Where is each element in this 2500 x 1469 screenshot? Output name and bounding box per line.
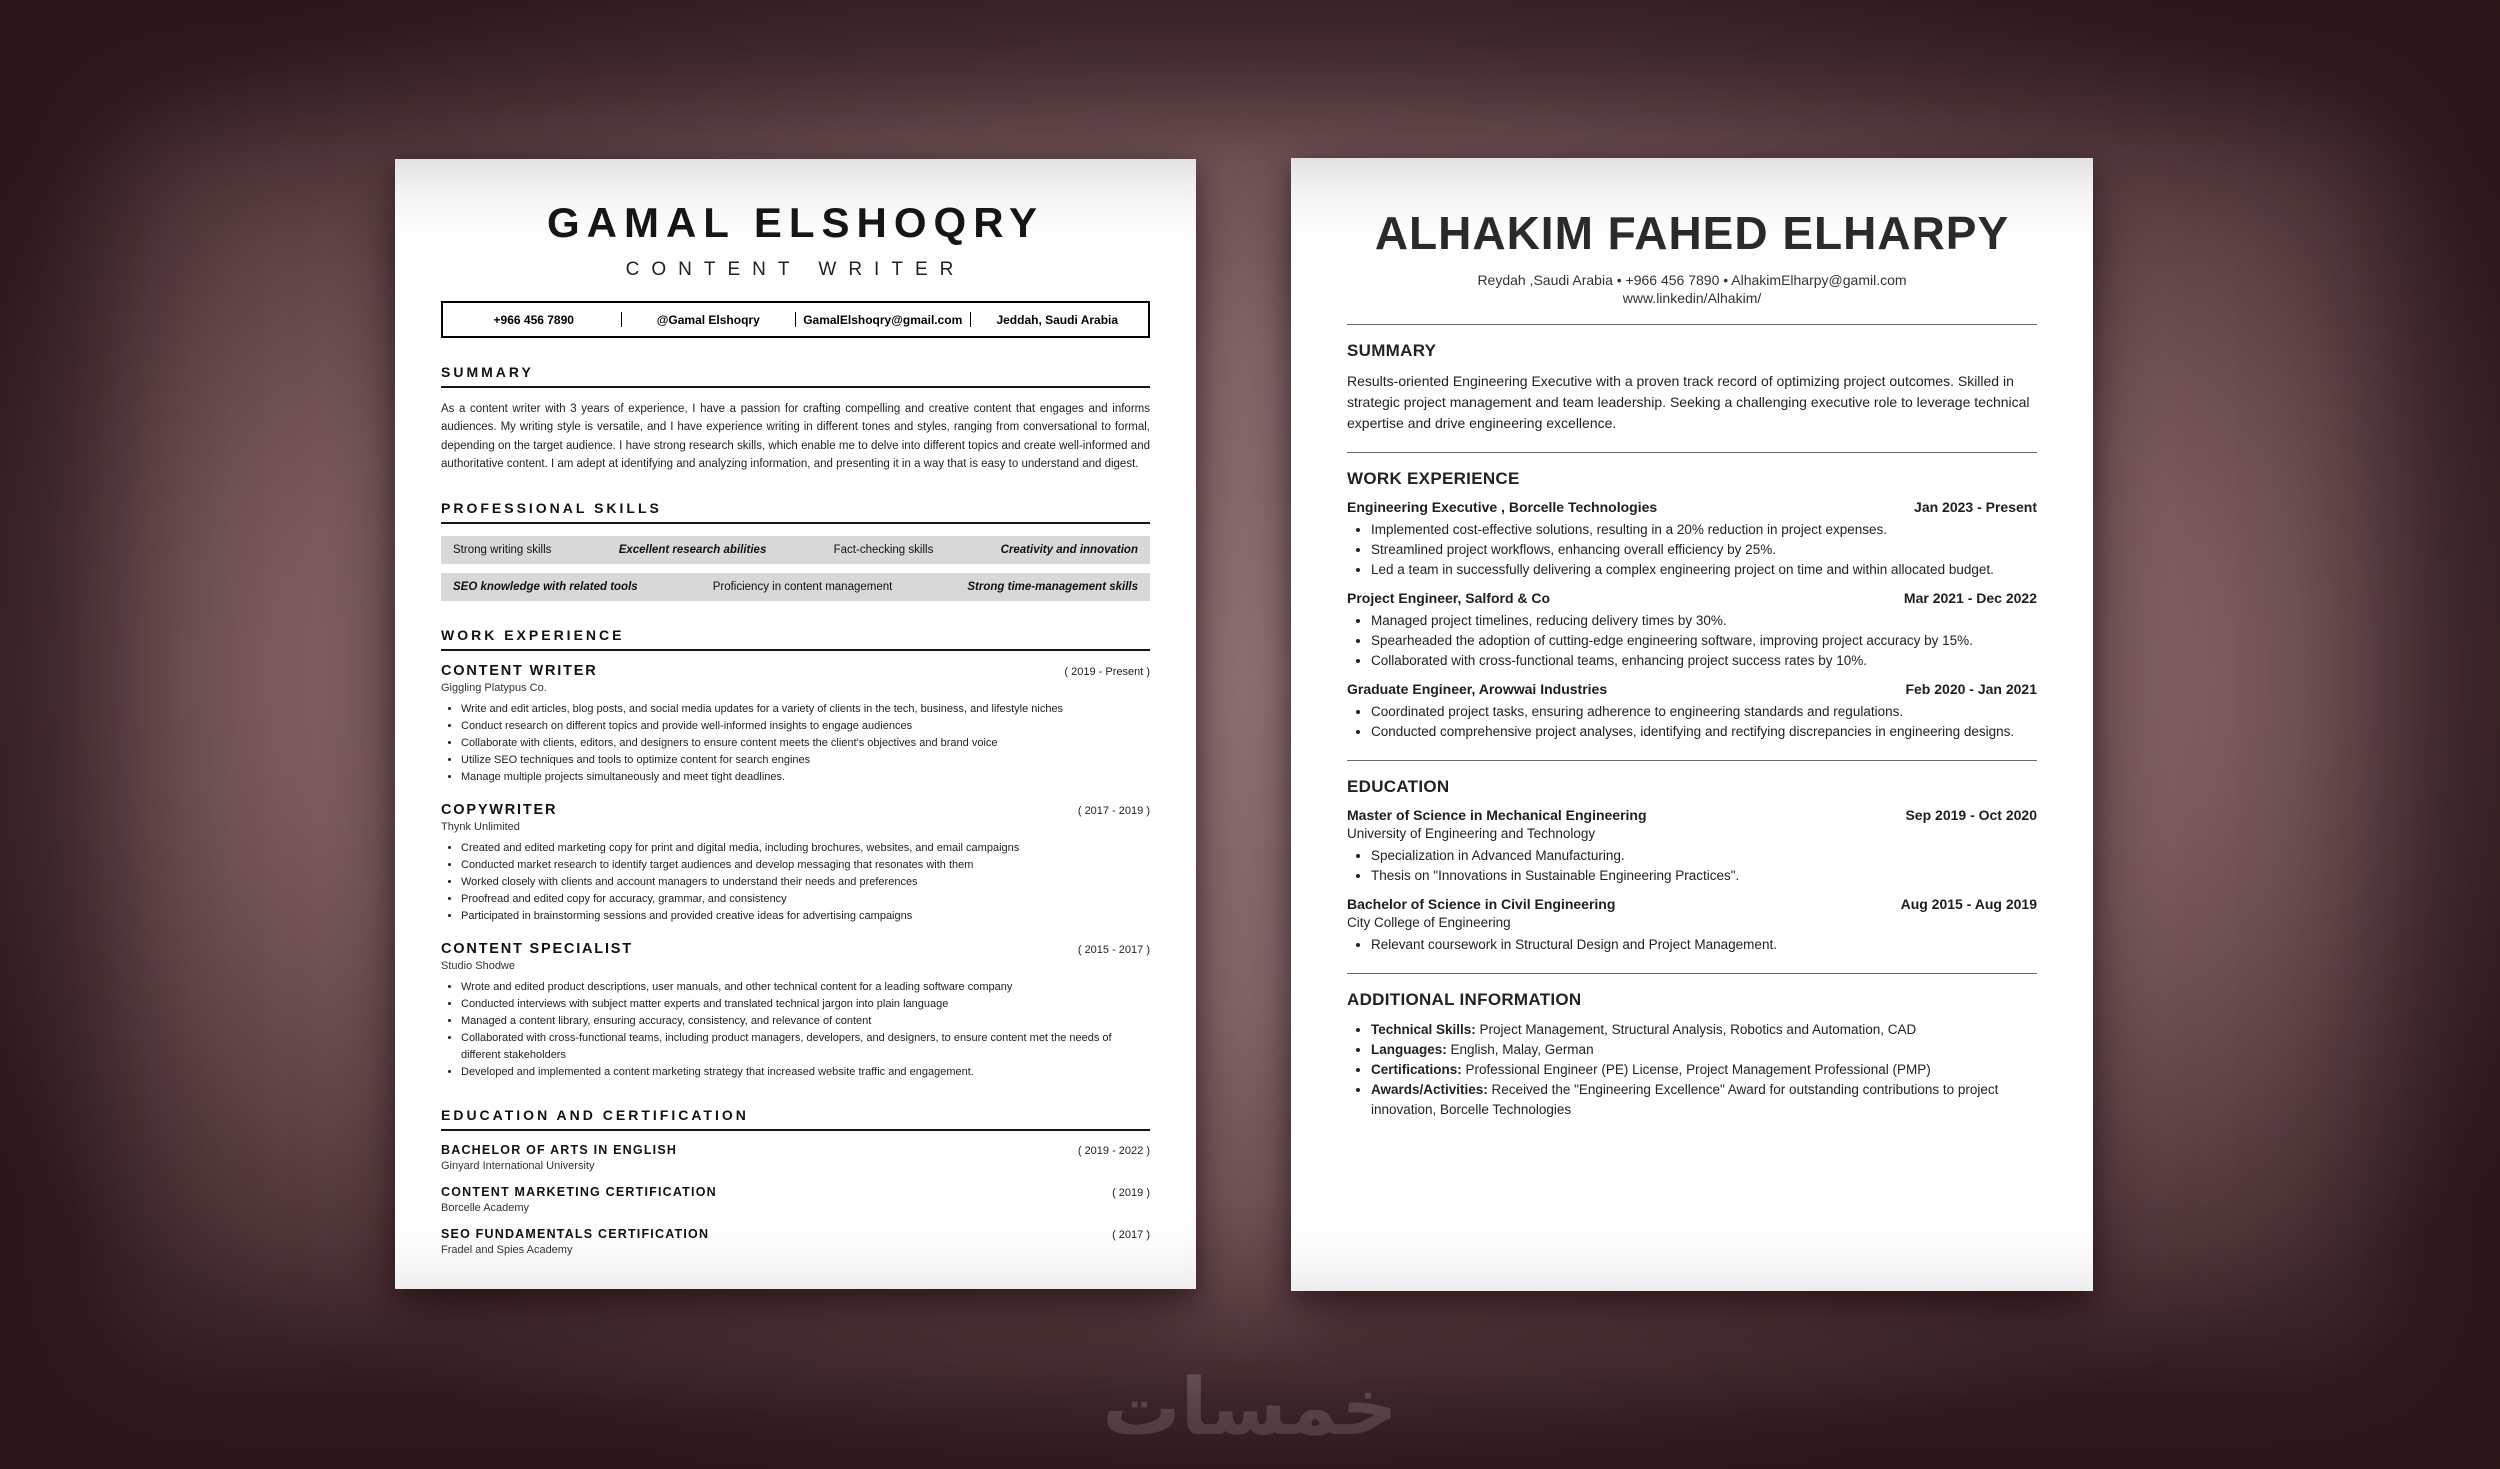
right-education-heading: EDUCATION [1347, 776, 1450, 796]
skills-row-2 [441, 573, 1150, 601]
job-dates: Jan 2023 - Present [1914, 499, 2037, 515]
section-divider [1347, 452, 2037, 453]
left-contact-phone: +966 456 7890 [493, 312, 574, 327]
job-entry [441, 802, 1150, 925]
education-school: University of Engineering and Technology [1347, 825, 1596, 841]
job-bullet: • Streamlined project workflows, enhancing overall efficiency by 25%. [1371, 540, 2037, 560]
job-header [441, 663, 1150, 679]
job-title: CONTENT WRITER [441, 662, 598, 679]
job-dates: ( 2017 - 2019 ) [1077, 804, 1150, 817]
additional-info-item [1371, 1020, 2037, 1040]
khamsat-watermark-text: خمسات [1102, 1363, 1398, 1453]
education-bullet: • Relevant coursework in Structural Design and Project Management. [1371, 935, 2037, 955]
job-title: Graduate Engineer, Arowwai Industries [1347, 680, 1608, 697]
job-entry [441, 941, 1150, 1081]
skills-row-1 [441, 536, 1150, 564]
job-title: Engineering Executive , Borcelle Technologies [1347, 499, 1658, 515]
right-summary-heading: SUMMARY [1347, 341, 1437, 360]
resume-page-right [1291, 158, 2093, 1291]
job-bullet: • Participated in brainstorming sessions and provided creative ideas for advertising campaigns [461, 908, 1150, 925]
education-entry [441, 1227, 1150, 1256]
education-dates: ( 2017 ) [1112, 1229, 1150, 1242]
job-bullet: • Conduct research on different topics and provide well-informed insights to engage audiences [461, 718, 1150, 735]
job-bullet: • Proofread and edited copy for accuracy, grammar, and consistency [461, 891, 1150, 908]
education-dates: ( 2019 ) [1112, 1187, 1150, 1200]
education-school: City College of Engineering [1347, 914, 1511, 930]
skill-item: SEO knowledge with related tools [453, 580, 638, 593]
education-header [441, 1143, 1150, 1157]
skill-item: Excellent research abilities [618, 543, 767, 556]
job-bullet-list [1347, 702, 2037, 742]
left-contact-email: GamalElshoqry@gmail.com [803, 312, 963, 327]
left-contact-location: Jeddah, Saudi Arabia [996, 312, 1119, 327]
left-summary-heading: SUMMARY [441, 364, 1150, 388]
left-candidate-name: GAMAL ELSHOQRY [546, 199, 1045, 246]
skill-item: Fact-checking skills [833, 543, 934, 556]
education-dates: Aug 2015 - Aug 2019 [1900, 895, 2037, 912]
education-degree: Master of Science in Mechanical Engineering [1347, 806, 1647, 823]
education-header [1347, 807, 2037, 823]
job-bullet: • Collaborated with cross-functional teams, enhancing project success rates by 10%. [1371, 651, 2037, 671]
right-contact-line: Reydah ,Saudi Arabia • +966 456 7890 • AlhakimElharpy@gamil.com [1477, 272, 1907, 288]
left-skills-heading: PROFESSIONAL SKILLS [441, 500, 1150, 524]
job-dates: ( 2015 - 2017 ) [1077, 944, 1150, 957]
section-divider [1347, 973, 2037, 974]
resume-page-left [395, 159, 1196, 1289]
job-bullet: • Managed a content library, ensuring accuracy, consistency, and relevance of content [461, 1013, 1150, 1030]
job-company: Studio Shodwe [441, 960, 515, 973]
job-bullet: • Implemented cost-effective solutions, resulting in a 20% reduction in project expenses. [1371, 520, 2037, 540]
job-entry [1347, 681, 2037, 742]
education-bullet: • Thesis on "Innovations in Sustainable Engineering Practices". [1371, 866, 2037, 886]
job-bullet: • Managed project timelines, reducing delivery times by 30%. [1371, 611, 2037, 631]
education-header [441, 1185, 1150, 1199]
education-org: Fradel and Spies Academy [441, 1244, 573, 1257]
additional-info-text: Project Management, Structural Analysis, Robotics and Automation, CAD [1475, 1021, 1917, 1037]
education-header [441, 1227, 1150, 1241]
job-header [1347, 499, 2037, 515]
job-entry [441, 663, 1150, 786]
job-bullet-list [1347, 611, 2037, 671]
job-bullet: • Developed and implemented a content marketing strategy that increased website traffic and engagement. [461, 1064, 1150, 1081]
job-company: Thynk Unlimited [441, 820, 520, 833]
job-header [441, 941, 1150, 957]
additional-info-label: Technical Skills: [1371, 1021, 1476, 1037]
education-entry [1347, 807, 2037, 886]
right-additional-heading: ADDITIONAL INFORMATION [1347, 989, 1582, 1009]
skill-item: Proficiency in content management [712, 580, 893, 593]
left-contact-handle: @Gamal Elshoqry [656, 312, 760, 327]
additional-info-label: Awards/Activities: [1371, 1081, 1488, 1097]
skill-item: Strong writing skills [453, 543, 552, 556]
education-bullet-list [1347, 935, 2037, 955]
job-bullet: • Conducted market research to identify target audiences and develop messaging that resonates with them [461, 857, 1150, 874]
job-title: COPYWRITER [441, 801, 558, 818]
job-bullet-list [441, 979, 1150, 1081]
job-bullet: • Wrote and edited product descriptions, user manuals, and other technical content for a leading software company [461, 979, 1150, 996]
job-bullet: • Conducted comprehensive project analyses, identifying and rectifying discrepancies in engineering designs. [1371, 722, 2037, 742]
education-entry [441, 1143, 1150, 1172]
job-bullet: • Utilize SEO techniques and tools to optimize content for search engines [461, 752, 1150, 769]
job-entry [1347, 499, 2037, 580]
skill-item: Strong time-management skills [967, 580, 1138, 593]
job-bullet: • Led a team in successfully delivering a complex engineering project on time and within allocated budget. [1371, 560, 2037, 580]
job-header [1347, 590, 2037, 606]
education-dates: ( 2019 - 2022 ) [1077, 1145, 1150, 1158]
job-company: Giggling Platypus Co. [441, 681, 547, 694]
khamsat-watermark [0, 1363, 2500, 1453]
job-bullet: • Write and edit articles, blog posts, and social media updates for a variety of clients in the tech, business, and lifestyle niches [461, 701, 1150, 718]
right-summary-text: Results-oriented Engineering Executive with a proven track record of optimizing project outcomes. Skilled in strategic project management and team leadership. Seeking a challenging executive role to leverage technical expertise and drive engineering excellence. [1347, 373, 2030, 431]
additional-info-text: Received the "Engineering Excellence" Award for outstanding contributions to project innovation, Borcelle Technologies [1371, 1081, 1999, 1117]
job-bullet: • Spearheaded the adoption of cutting-edge engineering software, improving project accuracy by 15%. [1371, 631, 2037, 651]
skill-item: Creativity and innovation [1000, 543, 1138, 556]
job-bullet: • Manage multiple projects simultaneously and meet tight deadlines. [461, 769, 1150, 786]
job-title: Project Engineer, Salford & Co [1347, 589, 1551, 606]
left-summary-text: As a content writer with 3 years of experience, I have a passion for crafting compelling and creative content that engages and informs audiences. My writing style is versatile, and I have experience writing in different tones and styles, ranging from conversational to formal, depending on the target audience. I have strong research skills, which enable me to delve into different topics and create well-informed and authoritative content. I am adept at identifying and analyzing information, and presenting it in a way that is easy to understand and digest. [441, 403, 1150, 471]
job-bullet-list [441, 701, 1150, 786]
job-title: CONTENT SPECIALIST [441, 941, 633, 958]
education-entry [441, 1185, 1150, 1214]
right-linkedin: www.linkedin/Alhakim/ [1622, 290, 1762, 306]
job-bullet: • Worked closely with clients and account managers to understand their needs and preferences [461, 874, 1150, 891]
job-header [441, 802, 1150, 818]
job-entry [1347, 590, 2037, 671]
left-role-title: CONTENT WRITER [625, 259, 966, 280]
education-bullet: • Specialization in Advanced Manufacturing. [1371, 846, 2037, 866]
section-divider [1347, 760, 2037, 761]
additional-info-item [1371, 1060, 2037, 1080]
job-bullet: • Conducted interviews with subject matter experts and translated technical jargon into plain language [461, 996, 1150, 1013]
education-org: Borcelle Academy [441, 1202, 530, 1215]
left-education-heading: EDUCATION AND CERTIFICATION [441, 1107, 1150, 1131]
education-title: BACHELOR OF ARTS IN ENGLISH [441, 1143, 678, 1158]
left-experience-heading: WORK EXPERIENCE [441, 627, 1150, 651]
job-dates: ( 2019 - Present ) [1064, 665, 1150, 678]
additional-info-item [1371, 1040, 2037, 1060]
education-org: Ginyard International University [441, 1160, 595, 1173]
education-header [1347, 896, 2037, 912]
education-degree: Bachelor of Science in Civil Engineering [1347, 895, 1616, 912]
job-bullet: • Created and edited marketing copy for print and digital media, including brochures, websites, and email campaigns [461, 840, 1150, 857]
education-bullet-list [1347, 846, 2037, 886]
job-dates: Feb 2020 - Jan 2021 [1905, 680, 2037, 697]
additional-info-text: English, Malay, German [1446, 1041, 1594, 1057]
additional-info-item [1371, 1080, 2037, 1120]
job-bullet: • Collaborated with cross-functional teams, including product managers, developers, and designers, to ensure content met the needs of different stakeholders [461, 1030, 1150, 1064]
additional-info-text: Professional Engineer (PE) License, Project Management Professional (PMP) [1461, 1061, 1931, 1077]
job-bullet: • Coordinated project tasks, ensuring adherence to engineering standards and regulations. [1371, 702, 2037, 722]
education-title: SEO FUNDAMENTALS CERTIFICATION [441, 1227, 710, 1242]
job-bullet-list [441, 840, 1150, 925]
education-entry [1347, 896, 2037, 955]
job-dates: Mar 2021 - Dec 2022 [1903, 589, 2037, 606]
job-bullet: • Collaborate with clients, editors, and designers to ensure content meets the client's objectives and brand voice [461, 735, 1150, 752]
job-bullet-list [1347, 520, 2037, 580]
left-contact-bar [441, 301, 1150, 338]
right-candidate-name: ALHAKIM FAHED ELHARPY [1374, 207, 2010, 259]
additional-info-label: Certifications: [1371, 1061, 1462, 1077]
additional-info-list [1347, 1020, 2037, 1120]
education-title: CONTENT MARKETING CERTIFICATION [441, 1185, 717, 1200]
job-header [1347, 681, 2037, 697]
section-divider [1347, 324, 2037, 325]
additional-info-label: Languages: [1371, 1041, 1447, 1057]
education-dates: Sep 2019 - Oct 2020 [1905, 806, 2037, 823]
right-experience-heading: WORK EXPERIENCE [1347, 469, 1520, 488]
